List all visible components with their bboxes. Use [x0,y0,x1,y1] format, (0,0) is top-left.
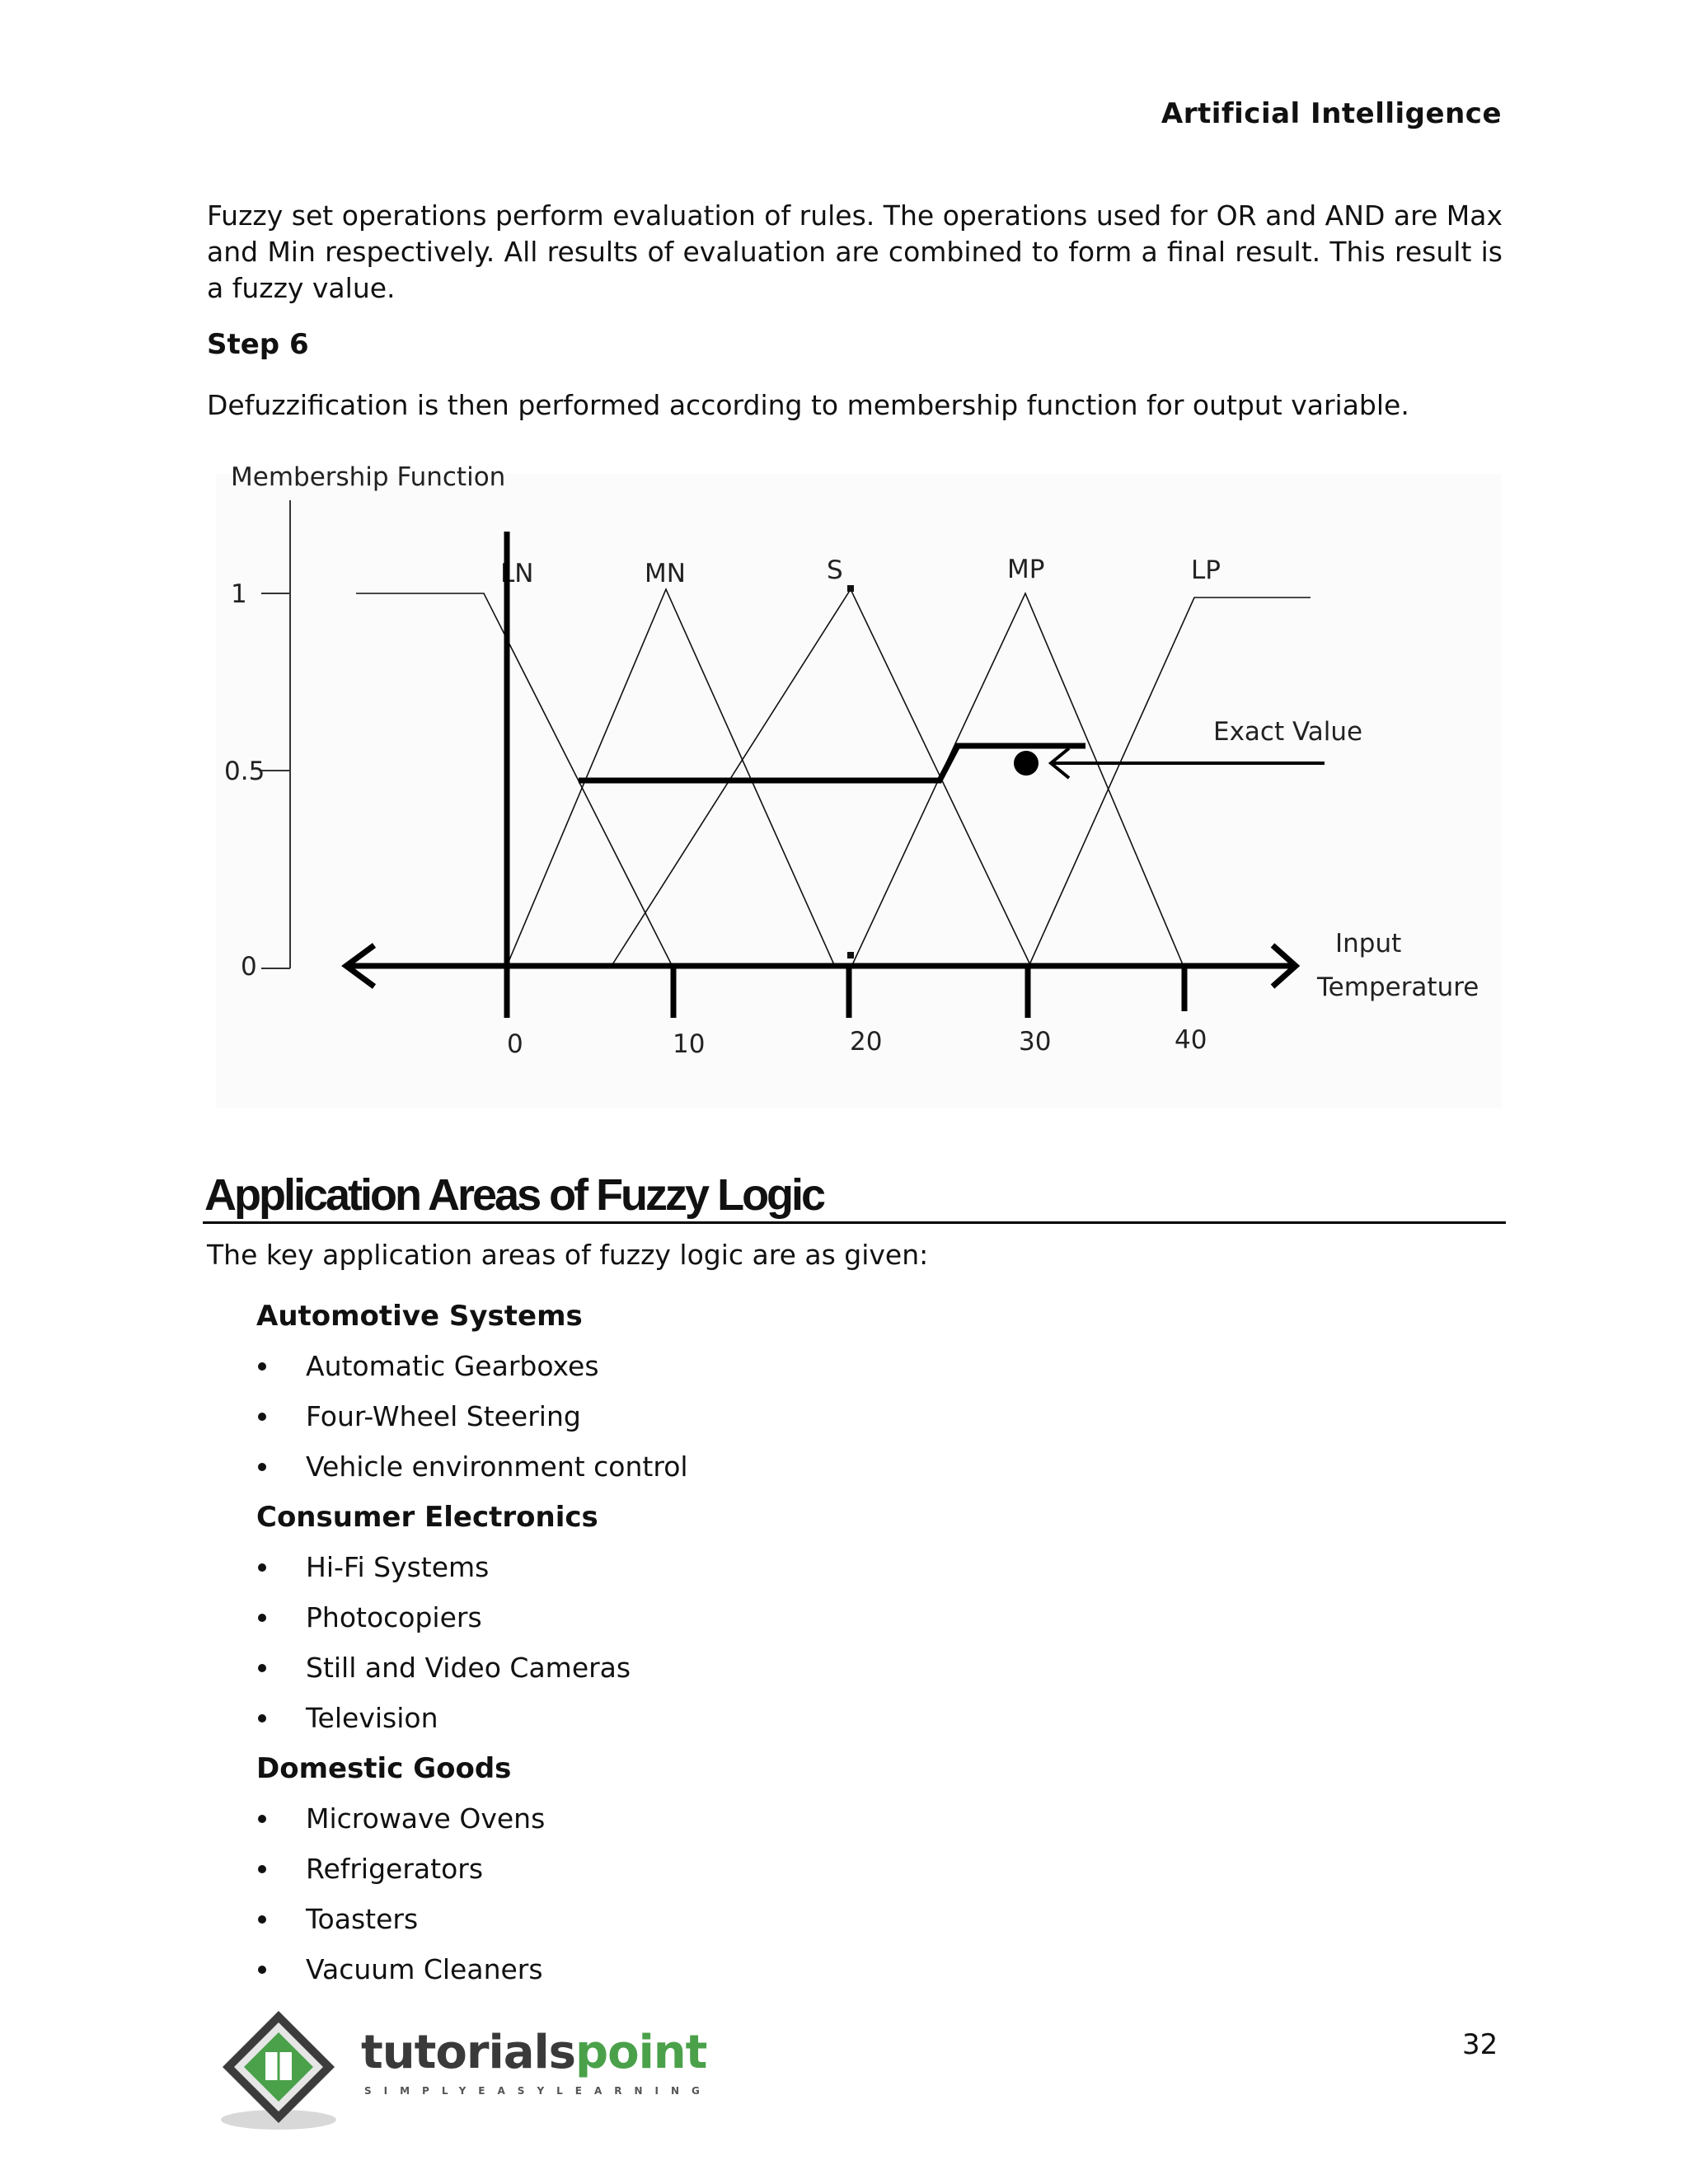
peak-marker-s [847,585,854,592]
set-label-s: S [827,555,843,585]
set-label-mp: MP [1007,555,1045,584]
y-tick-label-0-5: 0.5 [224,757,265,786]
list-item: Hi-Fi Systems [256,1551,489,1583]
x-tick-label-20: 20 [850,1027,883,1057]
bullet-icon [258,1563,266,1572]
list-item: Refrigerators [256,1853,483,1885]
section-divider [203,1221,1506,1224]
group-title-automotive: Automotive Systems [256,1300,583,1333]
logo-tagline: SIMPLYEASYLEARNING [364,2085,712,2097]
list-item: Automatic Gearboxes [256,1350,599,1382]
bullet-icon [258,1463,266,1471]
base-marker-s [847,952,854,958]
x-tick-label-30: 30 [1019,1027,1052,1057]
membership-function-diagram [216,457,1502,1121]
list-item: Photocopiers [256,1601,482,1633]
list-item: Four-Wheel Steering [256,1400,581,1432]
list-item: Microwave Ovens [256,1802,545,1835]
bullet-icon [258,1362,266,1371]
bullet-icon [258,1815,266,1823]
list-item: Toasters [256,1903,418,1935]
intro-paragraph: Fuzzy set operations perform evaluation of rules. The operations used for OR and AND are Max and Min respectively. All results of evaluation are combined to form a final result. This result is a fuzzy value. [207,199,1503,304]
x-axis-label-temperature: Temperature [1317,972,1479,1002]
logo-diamond-icon [213,2004,353,2136]
bullet-icon [258,1966,266,1974]
membership-function-figure [216,457,1502,1121]
list-item: Vacuum Cleaners [256,1953,543,1985]
list-item: Still and Video Cameras [256,1652,631,1684]
bullet-icon [258,1413,266,1421]
bullet-icon [258,1915,266,1924]
bullet-icon [258,1664,266,1672]
section-intro: The key application areas of fuzzy logic are as given: [207,1239,929,1271]
page-number: 32 [1462,2028,1498,2061]
bullet-icon [258,1714,266,1722]
logo-wordmark: tutorialspoint [361,2026,707,2079]
exact-value-label: Exact Value [1213,717,1363,747]
bullet-icon [258,1614,266,1622]
tutorialspoint-logo [213,2004,740,2136]
page-header-title: Artificial Intelligence [1160,97,1502,130]
y-axis-title: Membership Function [231,462,506,492]
y-tick-label-1: 1 [231,579,247,609]
group-title-domestic-goods: Domestic Goods [256,1752,512,1785]
figure-background [216,474,1502,1108]
set-label-mn: MN [645,559,686,588]
bullet-icon [258,1865,266,1873]
x-tick-label-40: 40 [1175,1025,1207,1055]
section-title: Application Areas of Fuzzy Logic [204,1170,824,1220]
exact-value-point [1014,751,1039,776]
x-axis-label-input: Input [1335,929,1402,958]
step-text: Defuzzification is then performed according to membership function for output variable. [207,389,1409,421]
list-item: Vehicle environment control [256,1451,688,1483]
x-tick-label-0: 0 [507,1029,523,1059]
y-tick-label-0: 0 [241,952,257,982]
step-title: Step 6 [207,328,309,361]
x-tick-label-10: 10 [673,1029,706,1059]
set-label-lp: LP [1191,555,1221,585]
set-label-ln: LN [500,559,534,588]
list-item: Television [256,1702,438,1734]
group-title-consumer-electronics: Consumer Electronics [256,1501,598,1534]
